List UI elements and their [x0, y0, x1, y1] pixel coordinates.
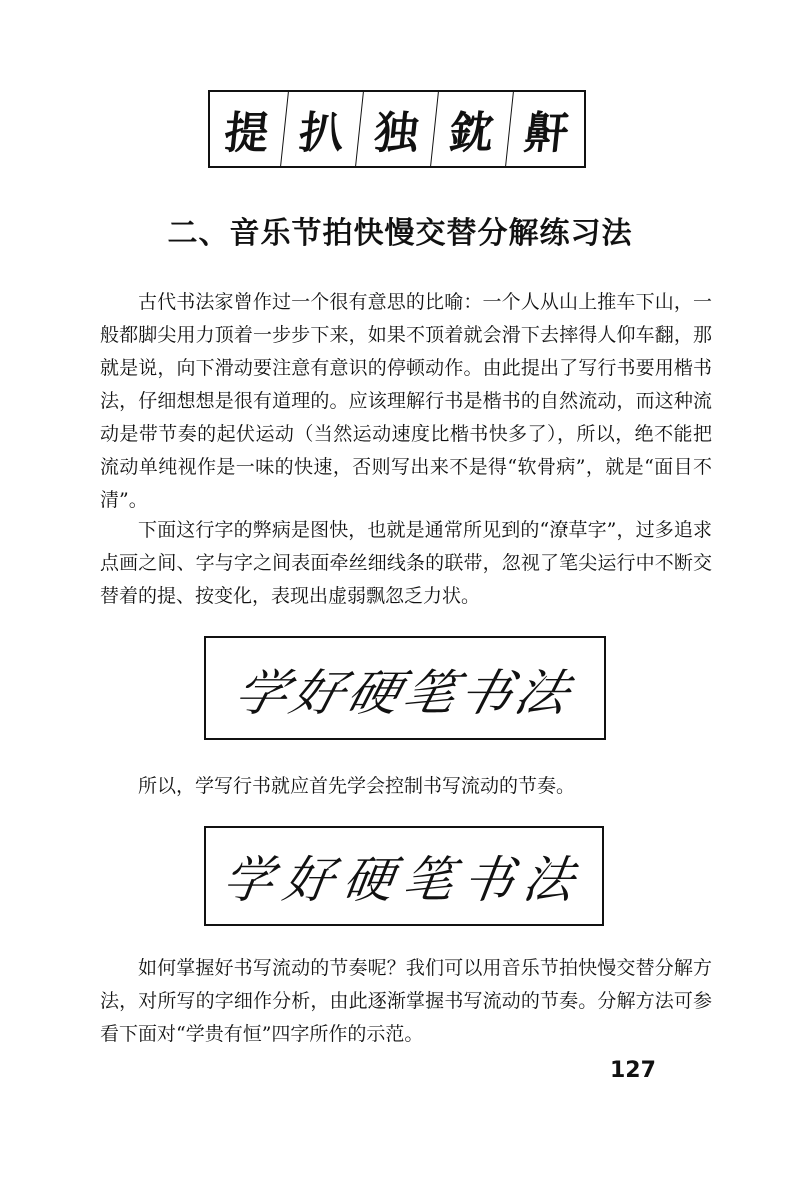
calligraphy-sample-text: 学好硬笔书法 [228, 664, 579, 722]
calligraphy-sample-text: 学好硬笔书法 [219, 851, 588, 909]
paragraph-flaw: 下面这行字的弊病是图快，也就是通常所见到的“潦草字”，过多追求点画之间、字与字之间表面牵丝细线条的联带，忽视了笔尖运行中不断交替着的提、按变化，表现出虚弱飘忽乏力状。 [100, 519, 712, 607]
paragraph-method: 如何掌握好书写流动的节奏呢？我们可以用音乐节拍快慢交替分解方法，对所写的字细作分析，由此逐渐掌握书写流动的节奏。分解方法可参看下面对“学贵有恒”四字所作的示范。 [100, 957, 712, 1045]
calligraphy-sample-hasty [204, 636, 606, 740]
section-heading: 二、音乐节拍快慢交替分解练习法 [167, 216, 633, 251]
character-table [208, 90, 586, 168]
calligraphy-sample-rhythmic [204, 826, 604, 926]
page-number: 127 [610, 1058, 656, 1083]
character-cell: 鼾 [521, 108, 572, 159]
paragraph-conclusion: 所以，学写行书就应首先学会控制书写流动的节奏。 [138, 775, 576, 797]
character-cell: 提 [206, 92, 289, 166]
character-cell: 鈂 [431, 92, 514, 166]
paragraph-analogy: 古代书法家曾作过一个很有意思的比喻：一个人从山上推车下山，一般都脚尖用力顶着一步步下来，如果不顶着就会滑下去摔得人仰车翻，那就是说，向下滑动要注意有意识的停顿动作。由此提出了写行书要用楷书法，仔细想想是很有道理的。应该理解行书是楷书的自然流动，而这种流动是带节奏的起伏运动（当然运动速度比楷书快多了），所以，绝不能把流动单纯视作是一味的快速，否则写出来不是得“软骨病”，就是“面目不清”。 [100, 291, 712, 511]
character-cell: 独 [356, 92, 439, 166]
character-cell: 扒 [281, 92, 364, 166]
